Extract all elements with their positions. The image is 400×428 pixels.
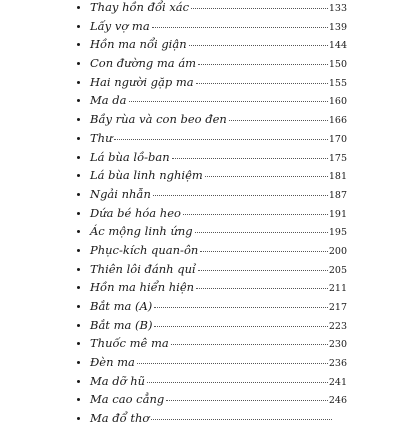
dot-leader (152, 26, 328, 28)
toc-entry (0, 353, 400, 372)
toc-page-number: 175 (328, 152, 347, 164)
dot-leader (229, 119, 328, 121)
dot-leader (189, 44, 328, 46)
toc-entry (0, 110, 400, 129)
toc-page-number: 211 (328, 283, 347, 295)
toc-page-number: 181 (328, 171, 347, 183)
toc-title: Hồn ma nổi giận (90, 37, 187, 52)
toc-entry (0, 260, 400, 279)
dot-leader (191, 7, 328, 9)
toc-title: Ngải nhẫn (90, 186, 151, 201)
dot-leader (154, 325, 327, 327)
toc-page-number: 170 (328, 133, 347, 145)
toc-title: Đèn ma (90, 355, 135, 370)
toc-page-number: 195 (328, 227, 347, 239)
toc-entry-line (90, 334, 347, 353)
toc-title: Hai người gặp ma (90, 74, 194, 89)
dot-leader (147, 381, 328, 383)
toc-entry (0, 35, 400, 54)
toc-entry-line (90, 91, 347, 110)
bullet-icon (77, 25, 80, 28)
toc-entry-line (90, 54, 347, 73)
toc-entry-line (90, 316, 347, 335)
dot-leader (198, 269, 328, 271)
toc-title: Thiên lôi đánh quỉ (90, 261, 196, 276)
toc-entry (0, 278, 400, 297)
toc-page-number: 150 (328, 59, 347, 71)
toc-entry-line (90, 204, 347, 223)
bullet-icon (77, 99, 80, 102)
toc-entry-line (90, 297, 347, 316)
dot-leader (205, 175, 328, 177)
bullet-icon (77, 118, 80, 121)
bullet-icon (77, 81, 80, 84)
toc-entry (0, 409, 400, 428)
bullet-icon (77, 6, 80, 9)
toc-page-number: 236 (328, 358, 347, 370)
toc-title: Thư (90, 130, 113, 145)
toc-page-number: 144 (328, 40, 347, 52)
bullet-icon (77, 230, 80, 233)
toc-entry (0, 316, 400, 335)
toc-title: Ma da (90, 93, 127, 108)
bullet-icon (77, 324, 80, 327)
toc-page-number: 205 (328, 264, 347, 276)
toc-page-number: 223 (328, 320, 347, 332)
dot-leader (114, 138, 327, 140)
bullet-icon (77, 156, 80, 159)
bullet-icon (77, 286, 80, 289)
toc-entry-line (90, 353, 347, 372)
toc-entry-line (90, 278, 347, 297)
dot-leader (151, 418, 332, 420)
toc-title: Lấy vợ ma (90, 18, 150, 33)
toc-entry (0, 185, 400, 204)
toc-page-number: 241 (328, 376, 347, 388)
toc-entry (0, 54, 400, 73)
dot-leader (153, 194, 328, 196)
toc-entry (0, 204, 400, 223)
toc-entry-line (90, 35, 347, 54)
dot-leader (196, 82, 328, 84)
toc-page-number: 160 (328, 96, 347, 108)
dot-leader (198, 63, 328, 65)
toc-page-number: 187 (328, 189, 347, 201)
toc-entry (0, 91, 400, 110)
toc-entry-line (90, 260, 347, 279)
toc-title: Ma cao cẳng (90, 392, 165, 407)
bullet-icon (77, 417, 80, 420)
bullet-icon (77, 398, 80, 401)
toc-title: Thuốc mê ma (90, 336, 169, 351)
toc-entry (0, 148, 400, 167)
toc-entry-line (90, 241, 347, 260)
toc-entry (0, 129, 400, 148)
toc-entry (0, 73, 400, 92)
dot-leader (183, 213, 328, 215)
toc-entry (0, 17, 400, 36)
bullet-icon (77, 305, 80, 308)
toc-entry-line (90, 129, 347, 148)
toc-title: Bắt ma (B) (90, 317, 153, 332)
toc-entry (0, 241, 400, 260)
toc-title: Ma dỡ hũ (90, 373, 146, 388)
toc-title: Phục-kích quan-ôn (90, 242, 199, 257)
toc-entry-line (90, 409, 347, 428)
toc-title: Hồn ma hiển hiện (90, 280, 195, 295)
toc-entry-line (90, 390, 347, 409)
toc-entry-line (90, 222, 347, 241)
toc-entry-line (90, 185, 347, 204)
toc-title: Lá bùa linh nghiệm (90, 168, 203, 183)
toc-page-number: 200 (328, 245, 347, 257)
toc-title: Ma đổ thơ (90, 411, 150, 426)
toc-entry (0, 0, 400, 17)
bullet-icon (77, 174, 80, 177)
toc-entry-line (90, 0, 347, 17)
bullet-icon (77, 342, 80, 345)
toc-title: Ác mộng linh ứng (90, 224, 193, 239)
toc-entry (0, 166, 400, 185)
bullet-icon (77, 268, 80, 271)
toc-page-number: 166 (328, 115, 347, 127)
dot-leader (154, 306, 328, 308)
dot-leader (137, 362, 328, 364)
toc-title: Bắt ma (A) (90, 299, 153, 313)
toc-page-number: 155 (328, 77, 347, 89)
toc-entry (0, 372, 400, 391)
toc-page-number: 230 (328, 339, 347, 351)
bullet-icon (77, 380, 80, 383)
dot-leader (129, 100, 328, 102)
bullet-icon (77, 361, 80, 364)
toc-entry (0, 297, 400, 316)
toc-entry (0, 390, 400, 409)
toc-entry-line (90, 372, 347, 391)
toc-page-number: 246 (328, 395, 347, 407)
toc-entry-line (90, 148, 347, 167)
bullet-icon (77, 212, 80, 215)
toc-page-number: 191 (328, 208, 347, 220)
toc-title: Con đường ma ám (90, 56, 197, 71)
toc-title: Bầy rùa và con beo đen (90, 112, 227, 127)
dot-leader (172, 157, 328, 159)
bullet-icon (77, 43, 80, 46)
toc-page-number: 139 (328, 21, 347, 33)
toc-page-number: 217 (328, 302, 347, 313)
toc-entry-line (90, 110, 347, 129)
toc-title: Dứa bé hóa heo (90, 205, 181, 220)
toc-entry-line (90, 17, 347, 36)
dot-leader (200, 250, 328, 252)
bullet-icon (77, 249, 80, 252)
toc-entry-line (90, 73, 347, 92)
toc-title: Thay hồn đổi xác (90, 0, 190, 14)
bullet-icon (77, 137, 80, 140)
toc-entry (0, 334, 400, 353)
dot-leader (166, 399, 328, 401)
toc-title: Lá bùa lồ-ban (90, 149, 170, 164)
toc-entry-line (90, 166, 347, 185)
bullet-icon (77, 193, 80, 196)
toc-page-number: 133 (328, 3, 347, 14)
dot-leader (171, 343, 328, 345)
dot-leader (196, 287, 328, 289)
dot-leader (195, 231, 328, 233)
toc-entry (0, 222, 400, 241)
bullet-icon (77, 62, 80, 65)
